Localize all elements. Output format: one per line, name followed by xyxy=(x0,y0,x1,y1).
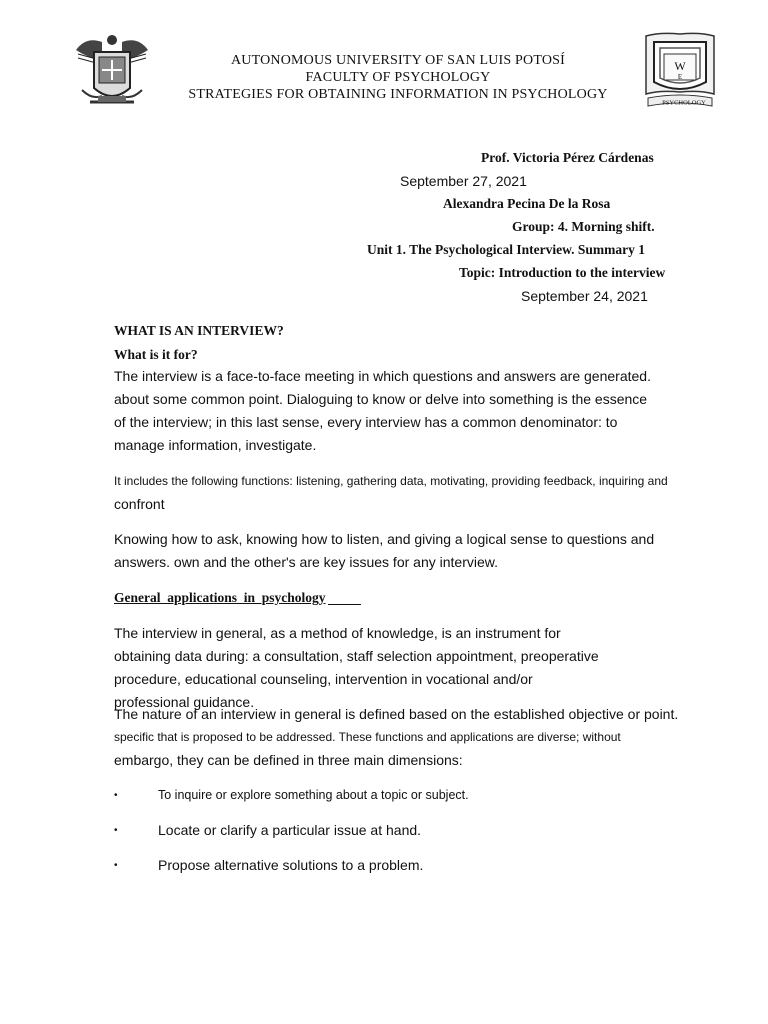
heading-what-is-it-for: What is it for? xyxy=(114,347,198,362)
delivery-date: September 27, 2021 xyxy=(400,173,527,189)
professor-name: Prof. Victoria Pérez Cárdenas xyxy=(481,150,654,165)
bullet-marker: • xyxy=(114,825,118,836)
bullet-marker: • xyxy=(114,860,118,871)
logo-label: PSYCHOLOGY xyxy=(662,99,706,107)
paragraph-key-issues: Knowing how to ask, knowing how to listen, and giving a logical sense to questions and answers. own and the other's are key issues for any interview. xyxy=(114,531,655,570)
topic-title: Topic: Introduction to the interview xyxy=(459,265,666,280)
paragraph-nature-line3: embargo, they can be defined in three main dimensions: xyxy=(114,752,463,768)
paragraph-functions-line2: confront xyxy=(114,496,165,512)
unit-title: Unit 1. The Psychological Interview. Summary 1 xyxy=(367,242,645,257)
svg-text:W: W xyxy=(674,59,686,73)
heading-what-is-interview: WHAT IS AN INTERVIEW? xyxy=(114,323,284,338)
bullet-item: Propose alternative solutions to a problem. xyxy=(158,857,424,873)
paragraph-nature-line1: The nature of an interview in general is defined based on the established objective or point. xyxy=(114,706,679,722)
bullet-item: Locate or clarify a particular issue at hand. xyxy=(158,822,422,838)
topic-date: September 24, 2021 xyxy=(521,288,648,304)
svg-text:E: E xyxy=(677,73,683,81)
faculty-name: FACULTY OF PSYCHOLOGY xyxy=(305,70,491,85)
course-name: STRATEGIES FOR OBTAINING INFORMATION IN PSYCHOLOGY xyxy=(188,87,608,102)
paragraph-definition: The interview is a face-to-face meeting in which questions and answers are generated. about some common point. Dialoguing to know or delve into something is the essence of the interview; in this last sense, every interview has a common denominator: to manage information, investigate. xyxy=(114,368,651,453)
university-name: AUTONOMOUS UNIVERSITY OF SAN LUIS POTOSÍ xyxy=(230,53,566,68)
heading-underline xyxy=(328,604,361,605)
paragraph-method-of-knowledge: The interview in general, as a method of knowledge, is an instrument for obtaining data during: a consultation, staff selection appointment, preoperative procedure, educational counseling, intervention in vocational and/or professional guidance. xyxy=(114,625,599,710)
bullet-marker: • xyxy=(114,790,118,801)
paragraph-functions-line1: It includes the following functions: listening, gathering data, motivating, providing feedback, inquiring and xyxy=(114,474,668,488)
student-name: Alexandra Pecina De la Rosa xyxy=(443,196,611,211)
paragraph-nature-line2: specific that is proposed to be addressed. These functions and applications are diverse; without xyxy=(114,730,621,744)
section-heading-applications: General applications in psychology xyxy=(114,590,326,605)
group-info: Group: 4. Morning shift. xyxy=(512,219,655,234)
bullet-item: To inquire or explore something about a topic or subject. xyxy=(158,788,469,802)
